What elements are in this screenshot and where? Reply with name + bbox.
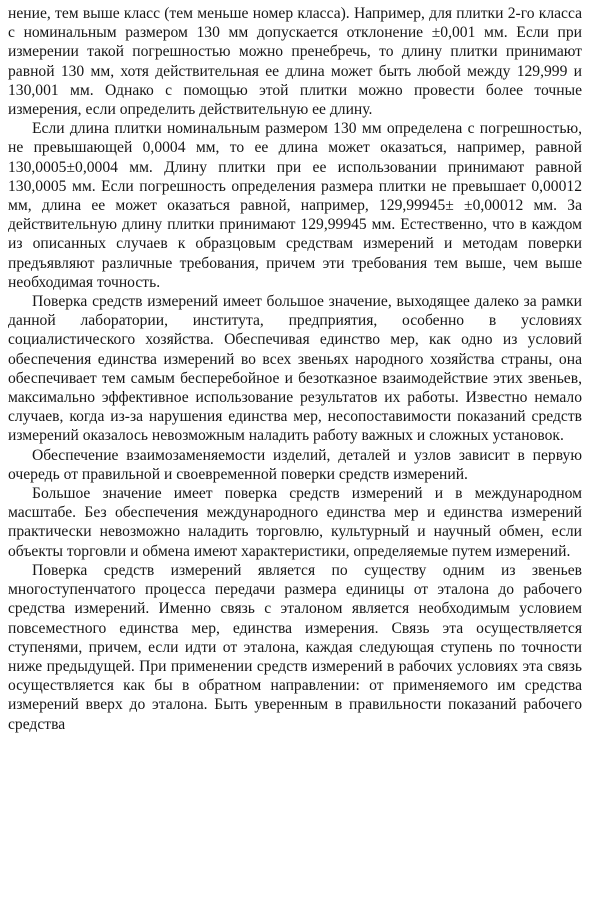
paragraph-international-scale: Большое значение имеет поверка средств измерений и в международном масштабе. Без обеспечения международного единства мер и единства измерений практически невозможно наладить торговлю, культурный и научный обмен, если объекты торговли и обмена имеют характеристики, определяемые путем измерений. <box>8 485 582 560</box>
paragraph-verification-importance: Поверка средств измерений имеет большое значение, выходящее далеко за рамки данной лаборатории, института, предприятия, особенно в условиях социалистического хозяйства. Обеспечивая единство мер, как одно из условий обеспечения единства измерений во всех звеньях народного хозяйства страны, она обеспечивает тем самым бесперебойное и безотказное взаимодействие этих звеньев, максимально эффективное использование результатов их работы. Известно немало случаев, когда из-за нарушения единства мер, несопоставимости показаний средств измерений оказалось невозможным наладить работу важных и сложных установок. <box>8 293 582 445</box>
paragraph-interchangeability: Обеспечение взаимозаменяемости изделий, деталей и узлов зависит в первую очередь от правильной и своевременной поверки средств измерений. <box>8 446 582 483</box>
paragraph-unit-transfer: Поверка средств измерений является по существу одним из звеньев многоступенчатого процесса передачи размера единицы от эталона до рабочего средства измерений. Именно связь с эталоном является необходимым условием повсеместного единства мер, единства измерения. Связь эта осуществляется ступенями, причем, если идти от эталона, каждая следующая ступень по точности ниже предыдущей. При применении средств измерений в рабочих условиях эта связь осуществляется как бы в обратном направлении: от применяемого им средства измерений вверх до эталона. Быть уверенным в правильности показаний рабочего средства <box>8 561 582 733</box>
paragraph-continuation: нение, тем выше класс (тем меньше номер класса). Например, для плитки 2-го класса с номинальным размером 130 мм допускается отклонение ±0,001 мм. Если при измерении такой погрешностью можно пренебречь, то длину плитки принимают равной 130 мм, хотя действительная ее длина может быть любой между 129,999 и 130,001 мм. Однако с помощью этой плитки можно провести более точные измерения, если определить действительную ее длину. <box>8 5 582 119</box>
paragraph-plate-accuracy: Если длина плитки номинальным размером 130 мм определена с погрешностью, не превышающей 0,0004 мм, то ее длина может оказаться, например, равной 130,0005±0,0004 мм. Длину плитки при ее использовании принимают равной 130,0005 мм. Если погрешность определения размера плитки не превышает 0,00012 мм, длина ее может оказаться равной, например, 129,99945± ±0,00012 мм. За действительную длину плитки принимают 129,99945 мм. Естественно, что в каждом из описанных случаев к образцовым средствам измерений и методам поверки предъявляют различные требования, причем эти требования тем выше, чем выше необходимая точность. <box>8 120 582 291</box>
